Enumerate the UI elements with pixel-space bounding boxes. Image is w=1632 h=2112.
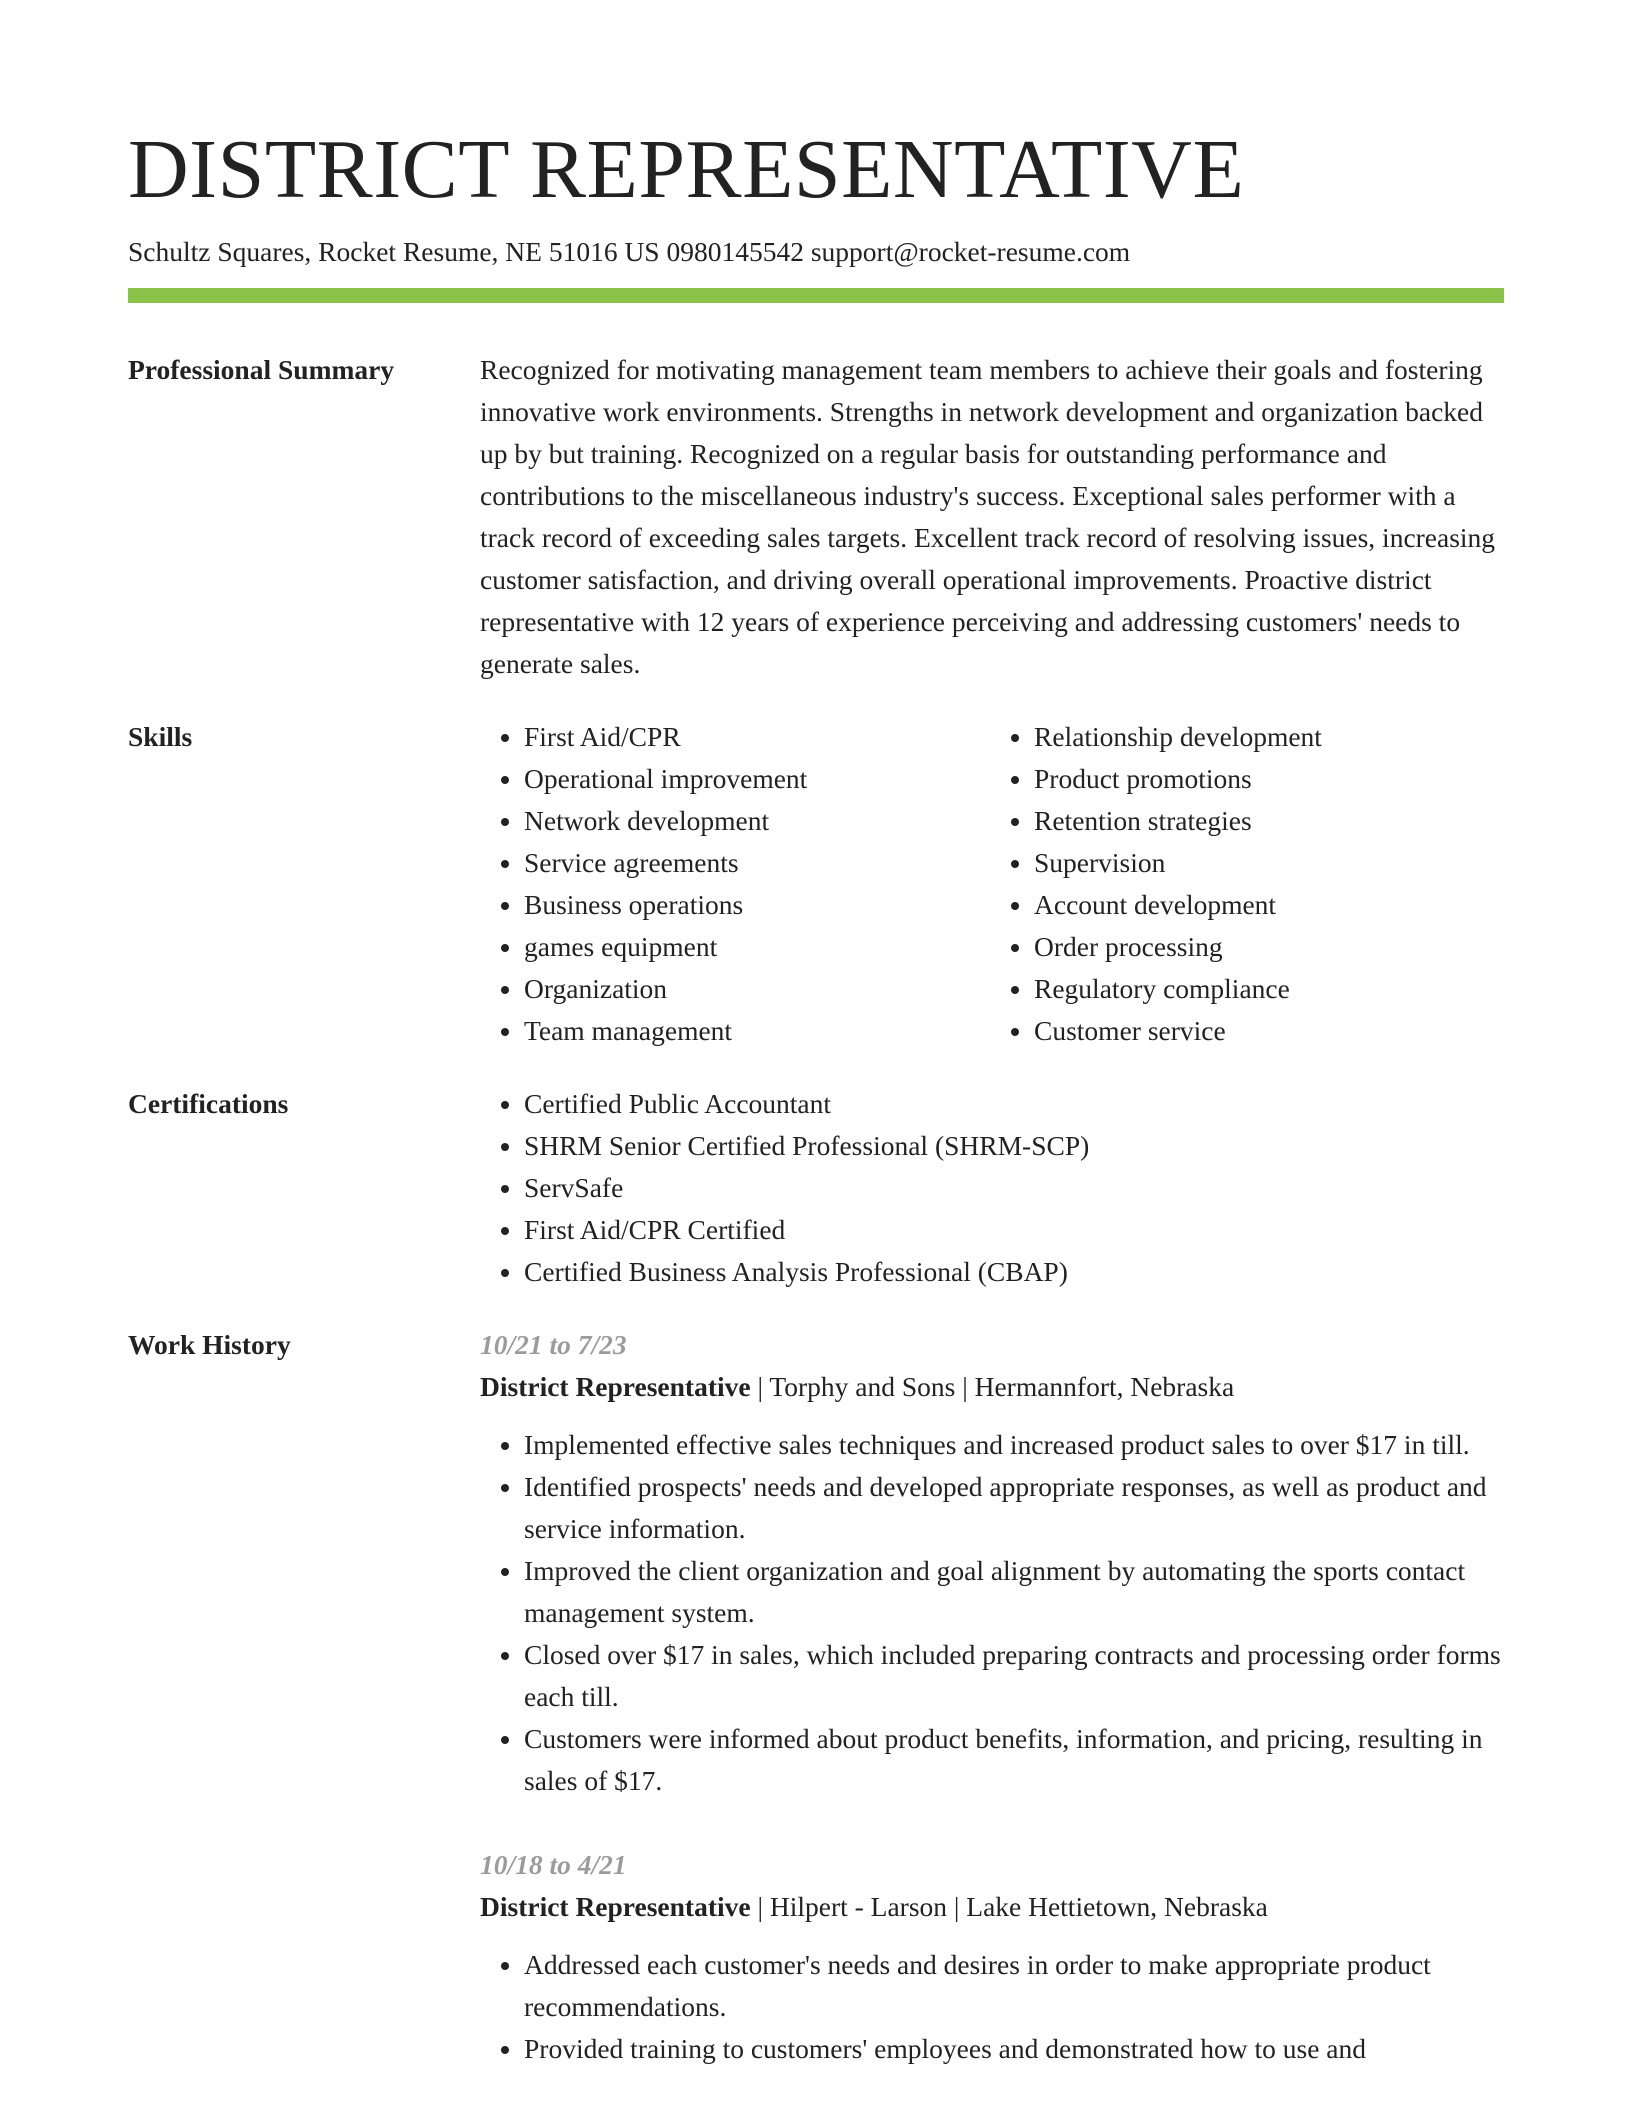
skill-item: • Service agreements xyxy=(524,842,984,884)
skills-label: Skills xyxy=(128,721,193,752)
skill-item: • games equipment xyxy=(524,926,984,968)
job-title: District Representative xyxy=(480,1371,751,1402)
summary-text: Recognized for motivating management team members to achieve their goals and fostering innovative work environments. Strengths in network development and organization backed up by but training. Recognized on a regular basis for outstanding performance and contributions to the miscellaneous industry's success. Exceptional sales performer with a track record of exceeding sales targets. Excellent track record of resolving issues, increasing customer satisfaction, and driving overall operational improvements. Proactive district representative with 12 years of experience perceiving and addressing customers' needs to generate sales. xyxy=(480,354,1496,679)
job-bullet: • Addressed each customer's needs and desires in order to make appropriate product recommendations. xyxy=(524,1944,1504,2028)
skill-item: • Customer service xyxy=(1034,1010,1494,1052)
certification-item: • ServSafe xyxy=(524,1167,1504,1209)
resume-name: DISTRICT REPRESENTATIVE xyxy=(128,123,1245,216)
skill-item: • Network development xyxy=(524,800,984,842)
skill-item: • Order processing xyxy=(1034,926,1494,968)
skills-list-left xyxy=(480,716,984,1052)
skill-item: • Product promotions xyxy=(1034,758,1494,800)
certifications-section xyxy=(128,1083,1504,1293)
work-history-section xyxy=(128,1324,1504,2112)
skills-section xyxy=(128,716,1504,1052)
skill-item: • Operational improvement xyxy=(524,758,984,800)
job-title-line xyxy=(480,1886,1504,1928)
certification-item: • SHRM Senior Certified Professional (SHRM-SCP) xyxy=(524,1125,1504,1167)
certification-item: • First Aid/CPR Certified xyxy=(524,1209,1504,1251)
skill-item: • Business operations xyxy=(524,884,984,926)
job-title: District Representative xyxy=(480,1891,751,1922)
job-bullet: • Customers were informed about product benefits, information, and pricing, resulting in sales of $17. xyxy=(524,1718,1504,1802)
skills-list-right xyxy=(984,716,1494,1052)
skill-item: • Team management xyxy=(524,1010,984,1052)
job-bullet: • Closed over $17 in sales, which included preparing contracts and processing order forms each till. xyxy=(524,1634,1504,1718)
job-bullets xyxy=(480,1424,1504,1802)
skill-item: • Relationship development xyxy=(1034,716,1494,758)
contact-line: Schultz Squares, Rocket Resume, NE 51016 US 0980145542 support@rocket-resume.com xyxy=(128,236,1131,267)
skill-item: • Retention strategies xyxy=(1034,800,1494,842)
job-details: | Torphy and Sons | Hermannfort, Nebraska xyxy=(750,1371,1235,1402)
job-details: | Hilpert - Larson | Lake Hettietown, Nebraska xyxy=(750,1891,1268,1922)
certifications-label: Certifications xyxy=(128,1088,289,1119)
job-bullet: • Improved the client organization and goal alignment by automating the sports contact management system. xyxy=(524,1550,1504,1634)
skill-item: • Supervision xyxy=(1034,842,1494,884)
skill-item: • First Aid/CPR xyxy=(524,716,984,758)
job-bullet: • Implemented effective sales techniques and increased product sales to over $17 in till. xyxy=(524,1424,1504,1466)
job-entry xyxy=(480,1844,1504,2070)
skill-item: • Account development xyxy=(1034,884,1494,926)
skill-item: • Organization xyxy=(524,968,984,1010)
accent-divider xyxy=(128,288,1504,303)
job-entry xyxy=(480,1324,1504,1802)
certification-item: • Certified Public Accountant xyxy=(524,1083,1504,1125)
resume-page xyxy=(128,0,1504,2112)
job-bullets xyxy=(480,1944,1504,2070)
work-history-label: Work History xyxy=(128,1329,291,1360)
summary-label: Professional Summary xyxy=(128,354,395,385)
certifications-list xyxy=(480,1083,1504,1293)
certification-item: • Certified Business Analysis Professional (CBAP) xyxy=(524,1251,1504,1293)
job-title-line xyxy=(480,1366,1504,1408)
summary-section xyxy=(128,349,1504,685)
job-bullet: • Provided training to customers' employees and demonstrated how to use and xyxy=(524,2028,1504,2070)
skill-item: • Regulatory compliance xyxy=(1034,968,1494,1010)
job-bullet: • Identified prospects' needs and developed appropriate responses, as well as product and service information. xyxy=(524,1466,1504,1550)
job-dates: 10/18 to 4/21 xyxy=(480,1849,627,1880)
job-dates: 10/21 to 7/23 xyxy=(480,1329,627,1360)
